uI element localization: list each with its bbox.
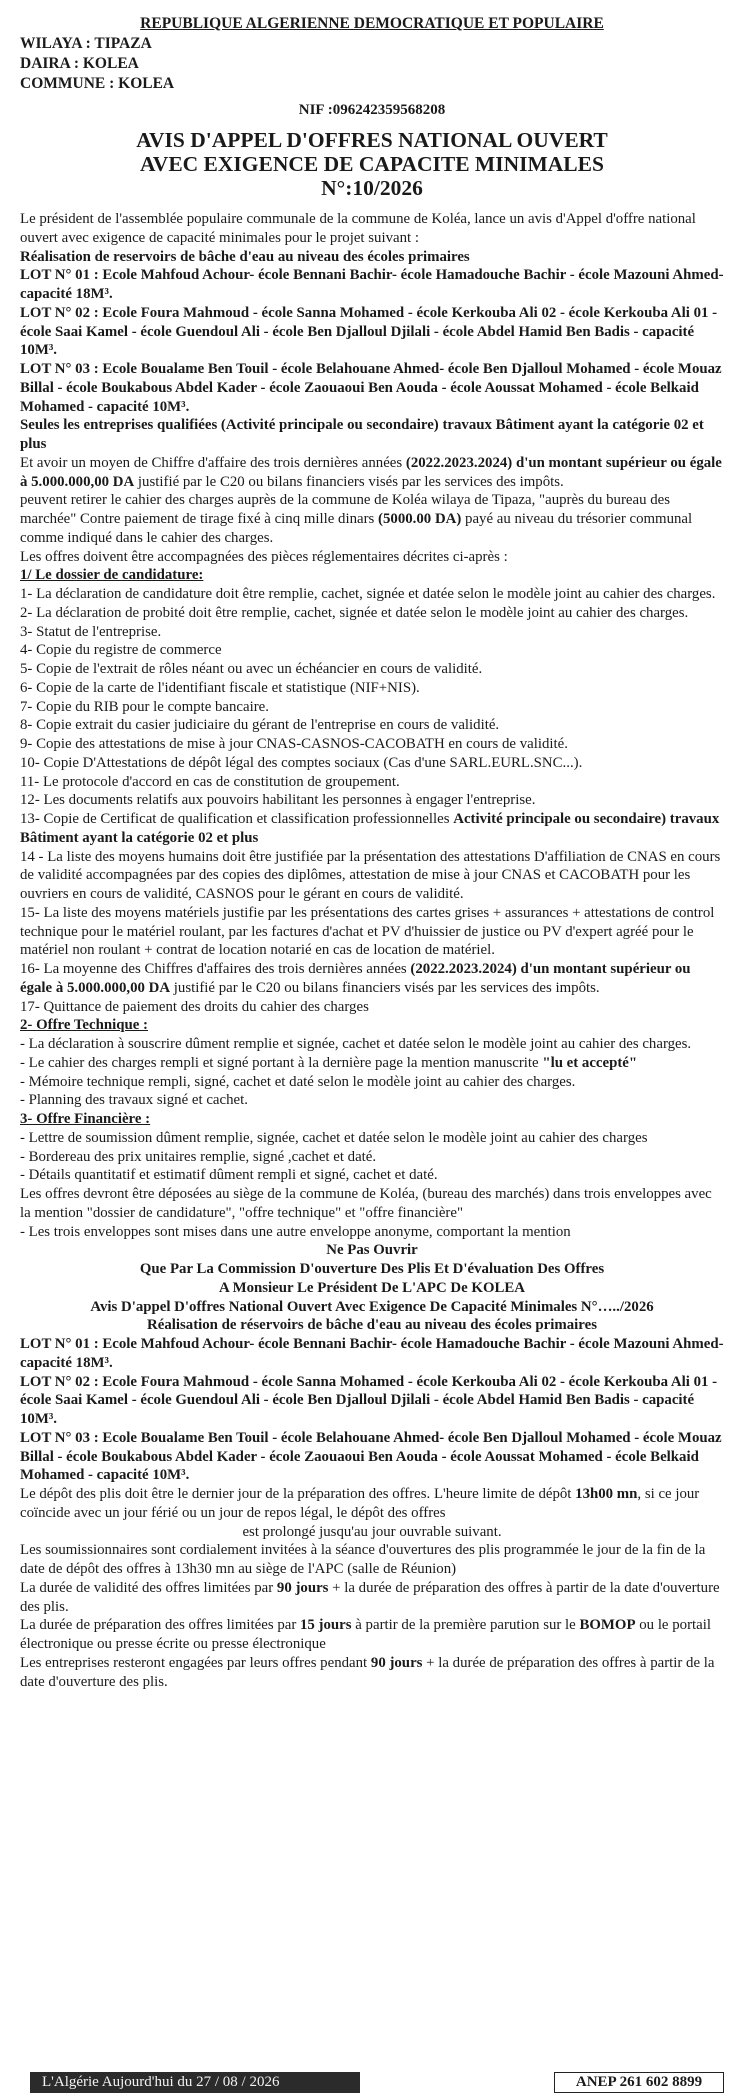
nif-line: NIF :096242359568208 [298,102,446,118]
envelope-lot-3: LOT N° 03 : Ecole Boualame Ben Touil - école Belahouane Ahmed- école Ben Djalloul Mohamed - école Mouaz Billal - école Boukabous Abdel Kader - école Zaouaoui Ben Aouda - école Aoussat Mohamed - école Belkaid Mohamed - capacité 10M³. [20,1429,722,1484]
doc-item-12: 12- Les documents relatifs aux pouvoirs habilitant les personnes à engager l'entreprise. [20,792,536,809]
tech-item-4: - Planning des travaux signé et cachet. [20,1092,248,1109]
preparation-paragraph [20,1616,724,1654]
envelope-notice-title: Avis D'appel D'offres National Ouvert Avec Exigence De Capacité Minimales N°…../2026 [90,1298,654,1315]
doc-item-14: 14 - La liste des moyens humains doit être justifiée par la présentation des attestations D'affiliation de CNAS en cours de validité accompagnées par des copies des diplômes, attestation de mise à jour CNAS et CACOBATH pour les ouvriers en cours de validité, CASNOS pour le gérant en cours de validité. [20,848,721,902]
turnover-text-a: Et avoir un moyen de Chiffre d'affaire des trois dernières années [20,454,406,471]
turnover-amount: (2022.2023.2024) d'un montant supérieur ou égale à 5.000.000,00 DA [20,454,722,490]
doc-item-8: 8- Copie extrait du casier judiciaire du gérant de l'entreprise en cours de validité. [20,717,500,734]
project-title: Réalisation de reservoirs de bâche d'eau au niveau des écoles primaires [20,248,470,265]
footer-bar [30,2072,724,2094]
doc-item-10: 10- Copie D'Attestations de dépôt légal des comptes sociaux (Cas d'une SARL.EURL.SNC...). [20,754,583,771]
doc-item-4: 4- Copie du registre de commerce [20,642,222,659]
deadline-paragraph [20,1485,724,1523]
deadline-text-a: Le dépôt des plis doit être le dernier jour de la préparation des offres. L'heure limite de dépôt [20,1486,576,1502]
tech-item-2 [20,1054,724,1073]
tech-item-2-text: - Le cahier des charges rempli et signé portant à la dernière page la mention manuscrite [20,1054,543,1071]
tech-item-3: - Mémoire technique rempli, signé, cachet et daté selon le modèle joint au cahier des charges. [20,1073,576,1090]
doc-item-17: 17- Quittance de paiement des droits du cahier des charges [20,998,369,1015]
do-not-open: Ne Pas Ouvrir [326,1242,418,1259]
envelope-project-title: Réalisation de réservoirs de bâche d'eau au niveau des écoles primaires [147,1317,597,1334]
doc-item-9: 9- Copie des attestations de mise à jour CNAS-CASNOS-CACOBATH en cours de validité. [20,736,568,752]
addressee-line: A Monsieur Le Président De L'APC De KOLEA [218,1279,526,1296]
opening-session-paragraph: Les soumissionnaires sont cordialement invitées à la séance d'ouvertures des plis programmée le jour de la fin de la date de dépôt des offres à 13h30 mn au siège de l'APC (salle de Réunion) [20,1542,706,1577]
preparation-text-e: ou le portail électronique ou presse écrite ou presse électronique [20,1617,711,1652]
validity-text-c: + la durée de préparation des offres à partir de la date d'ouverture des plis. [20,1579,720,1615]
doc-item-16 [20,960,724,998]
qualification-requirement: Seules les entreprises qualifiées (Activité principale ou secondaire) travaux Bâtiment ayant la catégorie 02 et plus [20,417,704,452]
doc-item-2: 2- La déclaration de probité doit être remplie, cachet, signée et datée selon le modèle joint au cahier des charges. [20,604,689,621]
preparation-bomop: BOMOP [579,1617,636,1634]
wilaya-line: WILAYA : TIPAZA [20,35,152,52]
doc-item-3: 3- Statut de l'entreprise. [20,623,162,640]
commitment-text-a: Les entreprises resteront engagées par leurs offres pendant [20,1654,371,1671]
preparation-text-a: La durée de préparation des offres limitées par [20,1617,300,1634]
daira-line: DAIRA : KOLEA [20,55,139,72]
commitment-paragraph [20,1654,724,1692]
fin-item-1: - Lettre de soumission dûment remplie, signée, cachet et datée selon le modèle joint au cahier des charges [20,1129,648,1146]
commitment-days: 90 jours [370,1654,423,1671]
section-financial-heading: 3- Offre Financière : [20,1111,151,1127]
withdraw-fee: (5000.00 DA) [378,511,462,527]
deadline-text-c: , si ce jour coïncide avec un jour férié ou un jour de repos légal, le dépôt des offres [20,1486,700,1521]
validity-paragraph [20,1579,724,1617]
commune-line: COMMUNE : KOLEA [20,75,175,92]
doc-item-1: 1- La déclaration de candidature doit être remplie, cachet, signée et datée selon le modèle joint au cahier des charges. [20,586,716,602]
turnover-text-c: justifié par le C20 ou bilans financiers visés par les services des impôts. [134,473,564,490]
doc-item-15: 15- La liste des moyens matériels justifie par les présentations des cartes grises + assurances + attestations de control technique pour le matériel roulant, par les factures d'achat et PV d'huissier de justice ou PV d'expert agréé pour le matériel non roulant + contrat de location notarié en cas de location de matériel. [20,904,715,959]
doc-item-16-amount: (2022.2023.2024) d'un montant supérieur ou égale à 5.000.000,00 DA [20,961,691,996]
fin-item-2: - Bordereau des prix unitaires remplie, signé ,cachet et daté. [20,1148,377,1165]
documents-intro: Les offres doivent être accompagnées des pièces réglementaires décrites ci-après : [20,548,508,565]
doc-item-13-bold: Activité principale ou secondaire) travaux Bâtiment ayant la catégorie 02 et plus [20,811,720,846]
anep-reference: ANEP 261 602 8899 [554,2072,724,2093]
fin-item-3: - Détails quantitatif et estimatif dûment rempli et signé, cachet et daté. [20,1167,438,1184]
turnover-requirement [20,454,724,492]
section-technical-heading: 2- Offre Technique : [20,1017,148,1034]
doc-item-16-text-a: 16- La moyenne des Chiffres d'affaires des trois dernières années [20,961,411,977]
newspaper-date: L'Algérie Aujourd'hui du 27 / 08 / 2026 [30,2072,360,2093]
envelope-lot-2: LOT N° 02 : Ecole Foura Mahmoud - école Sanna Mohamed - école Kerkouba Ali 02 - école Kerkouba Ali 01 - école Saai Kamel - école Guendoul Ali - école Ben Djalloul Djilali - école Abdel Hamid Ben Badis - capacité 10M³. [20,1373,718,1427]
intro-paragraph: Le président de l'assemblée populaire communale de la commune de Koléa, lance un avis d'Appel d'offre national ouvert avec exigence de capacité minimales pour le projet suivant : [20,211,696,246]
notice-body [20,210,724,1691]
section-candidature-heading: 1/ Le dossier de candidature: [20,567,204,584]
notice-number: N°:10/2026 [321,176,423,200]
notice-title-line2: AVEC EXIGENCE DE CAPACITE MINIMALES [140,152,604,176]
doc-item-13 [20,810,724,848]
republic-header: REPUBLIQUE ALGERIENNE DEMOCRATIQUE ET POPULAIRE [140,15,604,32]
validity-days: 90 jours [276,1579,329,1596]
commitment-text-c: + la durée de préparation des offres à partir de la date d'ouverture des plis. [20,1654,715,1690]
withdraw-paragraph [20,491,724,547]
doc-item-16-text-c: justifié par le C20 ou bilans financiers visés par les services des impôts. [170,979,600,996]
doc-item-5: 5- Copie de l'extrait de rôles néant ou avec un échéancier en cours de validité. [20,661,483,677]
doc-item-11: 11- Le protocole d'accord en cas de constitution de groupement. [20,773,400,790]
deposit-paragraph: Les offres devront être déposées au siège de la commune de Koléa, (bureau des marchés) dans trois enveloppes avec la mention "dossier de candidature", "offre technique" et "offre financière" [20,1186,712,1221]
preparation-days: 15 jours [300,1617,352,1634]
tech-item-2-mention: "lu et accepté" [542,1054,638,1071]
commission-line: Que Par La Commission D'ouverture Des Plis Et D'évaluation Des Offres [139,1261,605,1277]
notice-title-line1: AVIS D'APPEL D'OFFRES NATIONAL OUVERT [136,128,608,152]
withdraw-text-a: peuvent retirer le cahier des charges auprès de la commune de Koléa wilaya de Tipaza, "auprès du bureau des marchée" Contre paiement de tirage fixé à cinq mille dinars [20,492,670,527]
lot-3: LOT N° 03 : Ecole Boualame Ben Touil - école Belahouane Ahmed- école Ben Djalloul Mohamed - école Mouaz Billal - école Boukabous Abdel Kader - école Zaouaoui Ben Aouda - école Aoussat Mohamed - école Belkaid Mohamed - capacité 10M³. [20,361,722,415]
lot-2: LOT N° 02 : Ecole Foura Mahmoud - école Sanna Mohamed - école Kerkouba Ali 02 - école Kerkouba Ali 01 - école Saai Kamel - école Guendoul Ali - école Ben Djalloul Djilali - école Abdel Hamid Ben Badis - capacité 10M³. [20,304,718,359]
envelope-lot-1: LOT N° 01 : Ecole Mahfoud Achour- école Bennani Bachir- école Hamadouche Bachir - école Mazouni Ahmed- capacité 18M³. [20,1336,724,1371]
lot-1: LOT N° 01 : Ecole Mahfoud Achour- école Bennani Bachir- école Hamadouche Bachir - école Mazouni Ahmed- capacité 18M³. [20,267,724,302]
envelope-paragraph: - Les trois enveloppes sont mises dans une autre enveloppe anonyme, comportant la mention [20,1223,571,1240]
tech-item-1: - La déclaration à souscrire dûment remplie et signée, cachet et datée selon le modèle joint au cahier des charges. [20,1036,692,1052]
validity-text-a: La durée de validité des offres limitées par [20,1579,277,1596]
withdraw-text-c: payé au niveau du trésorier communal comme indiqué dans le cahier des charges. [20,511,693,546]
doc-item-13-text: 13- Copie de Certificat de qualification et classification professionnelles [20,811,454,827]
deadline-hour: 13h00 mn [575,1486,638,1502]
preparation-text-c: à partir de la première parution sur le [351,1617,580,1634]
deadline-extension: est prolongé jusqu'au jour ouvrable suivant. [242,1523,502,1540]
doc-item-6: 6- Copie de la carte de l'identifiant fiscale et statistique (NIF+NIS). [20,679,420,696]
doc-item-7: 7- Copie du RIB pour le compte bancaire. [20,698,269,715]
